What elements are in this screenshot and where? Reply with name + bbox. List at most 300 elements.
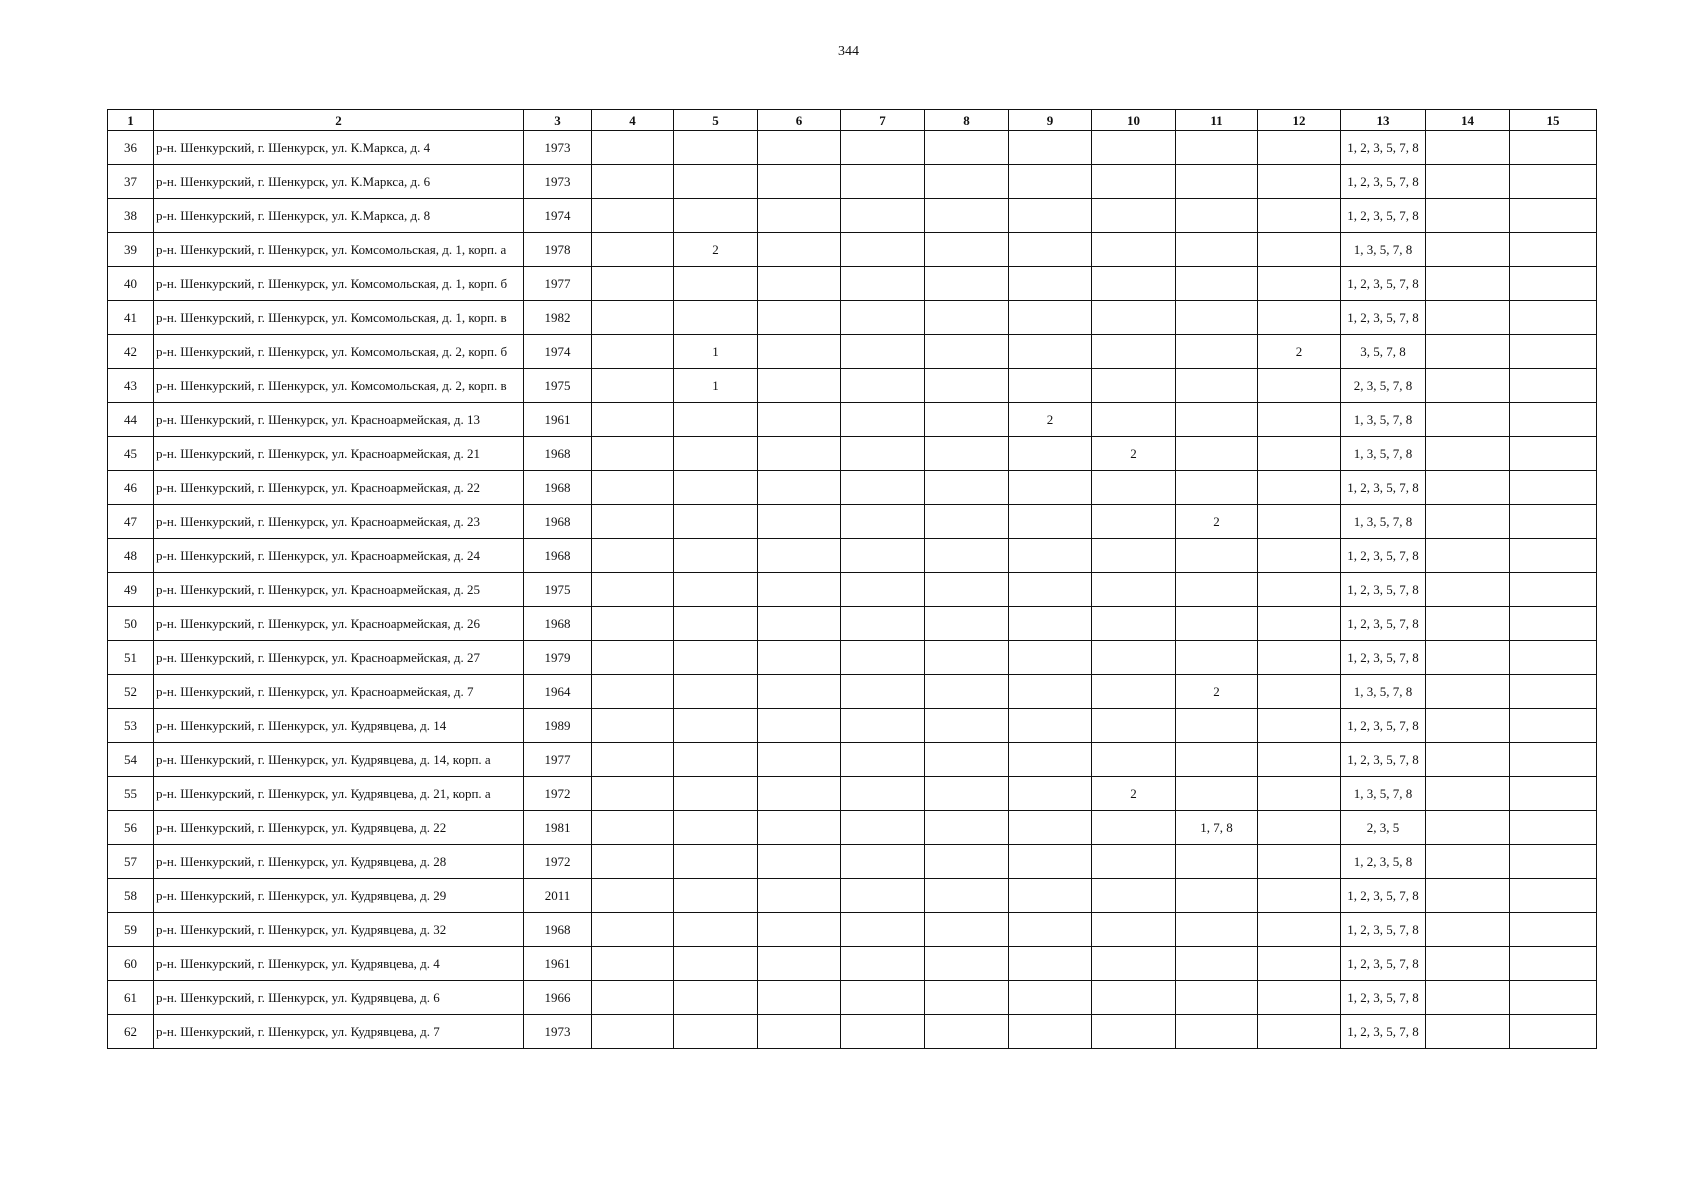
table-cell [758, 981, 841, 1015]
table-cell [1176, 199, 1258, 233]
table-cell [841, 505, 925, 539]
table-cell [841, 879, 925, 913]
table-cell [1510, 199, 1597, 233]
table-cell [758, 301, 841, 335]
header-cell-12: 12 [1258, 110, 1341, 131]
table-cell [1092, 913, 1176, 947]
table-cell [1258, 675, 1341, 709]
table-cell: 1966 [524, 981, 592, 1015]
table-cell [1092, 267, 1176, 301]
table-cell [1258, 505, 1341, 539]
table-cell [592, 845, 674, 879]
table-cell [1176, 743, 1258, 777]
row-number-cell: 61 [108, 981, 154, 1015]
table-cell [1426, 335, 1510, 369]
table-cell [1510, 369, 1597, 403]
table-cell [592, 607, 674, 641]
housing-register-table [107, 109, 1597, 1049]
table-cell [925, 131, 1009, 165]
table-row [108, 845, 1597, 879]
table-row [108, 981, 1597, 1015]
table-cell [1092, 947, 1176, 981]
table-cell [1176, 777, 1258, 811]
table-cell: 2 [1176, 505, 1258, 539]
header-cell-7: 7 [841, 110, 925, 131]
table-cell [1258, 607, 1341, 641]
table-cell [1510, 981, 1597, 1015]
row-number-cell: 59 [108, 913, 154, 947]
table-cell [925, 743, 1009, 777]
table-cell: 1972 [524, 845, 592, 879]
address-cell: р-н. Шенкурский, г. Шенкурск, ул. Кудрявцева, д. 21, корп. а [154, 777, 524, 811]
header-cell-6: 6 [758, 110, 841, 131]
table-cell [674, 709, 758, 743]
table-cell [925, 981, 1009, 1015]
table-cell [1258, 709, 1341, 743]
table-cell: 1979 [524, 641, 592, 675]
table-cell [1258, 573, 1341, 607]
table-cell [841, 607, 925, 641]
table-cell [841, 199, 925, 233]
table-cell [592, 811, 674, 845]
table-cell [1009, 165, 1092, 199]
table-cell [925, 403, 1009, 437]
table-cell [1426, 777, 1510, 811]
table-cell [1176, 607, 1258, 641]
table-cell [758, 743, 841, 777]
table-cell [1426, 233, 1510, 267]
table-cell [674, 845, 758, 879]
table-cell: 1972 [524, 777, 592, 811]
table-cell [1092, 165, 1176, 199]
table-cell: 1982 [524, 301, 592, 335]
table-cell [841, 981, 925, 1015]
table-cell [841, 403, 925, 437]
table-cell [1092, 573, 1176, 607]
table-cell [1176, 437, 1258, 471]
table-cell [592, 233, 674, 267]
table-cell [1510, 301, 1597, 335]
table-cell [592, 471, 674, 505]
table-cell [841, 811, 925, 845]
table-cell: 2 [1092, 777, 1176, 811]
table-cell [1176, 233, 1258, 267]
row-number-cell: 54 [108, 743, 154, 777]
table-cell [841, 675, 925, 709]
table-cell [1092, 199, 1176, 233]
table-row [108, 369, 1597, 403]
table-cell: 1981 [524, 811, 592, 845]
table-cell [841, 641, 925, 675]
table-cell [1510, 437, 1597, 471]
table-cell [1426, 267, 1510, 301]
header-cell-9: 9 [1009, 110, 1092, 131]
table-cell [674, 573, 758, 607]
table-cell [1176, 913, 1258, 947]
table-cell [1092, 301, 1176, 335]
table-cell [1009, 675, 1092, 709]
table-cell: 1964 [524, 675, 592, 709]
table-cell [674, 403, 758, 437]
table-cell [758, 471, 841, 505]
table-cell [925, 267, 1009, 301]
table-cell [1426, 471, 1510, 505]
table-row [108, 471, 1597, 505]
header-cell-1: 1 [108, 110, 154, 131]
table-cell [1092, 981, 1176, 1015]
table-cell [1009, 233, 1092, 267]
row-number-cell: 58 [108, 879, 154, 913]
address-cell: р-н. Шенкурский, г. Шенкурск, ул. Кудрявцева, д. 14 [154, 709, 524, 743]
table-cell [758, 641, 841, 675]
table-cell [1258, 947, 1341, 981]
table-cell: 1973 [524, 165, 592, 199]
table-cell [674, 641, 758, 675]
table-cell [1426, 641, 1510, 675]
address-cell: р-н. Шенкурский, г. Шенкурск, ул. Кудрявцева, д. 28 [154, 845, 524, 879]
table-cell [1510, 811, 1597, 845]
table-cell [1009, 335, 1092, 369]
table-cell [758, 913, 841, 947]
table-cell [758, 335, 841, 369]
table-cell [1510, 505, 1597, 539]
row-number-cell: 39 [108, 233, 154, 267]
address-cell: р-н. Шенкурский, г. Шенкурск, ул. К.Маркса, д. 6 [154, 165, 524, 199]
table-cell [758, 539, 841, 573]
table-cell: 1977 [524, 743, 592, 777]
table-cell [925, 709, 1009, 743]
table-cell [592, 539, 674, 573]
table-cell [1092, 641, 1176, 675]
table-cell [1426, 811, 1510, 845]
table-cell [1092, 403, 1176, 437]
address-cell: р-н. Шенкурский, г. Шенкурск, ул. Комсомольская, д. 1, корп. в [154, 301, 524, 335]
table-cell [925, 199, 1009, 233]
table-cell [674, 607, 758, 641]
table-cell [1009, 607, 1092, 641]
table-cell [1176, 1015, 1258, 1049]
table-row [108, 709, 1597, 743]
table-cell [1009, 811, 1092, 845]
table-cell: 1973 [524, 131, 592, 165]
table-cell [841, 369, 925, 403]
table-cell [1092, 845, 1176, 879]
table-cell [925, 573, 1009, 607]
table-cell: 1975 [524, 369, 592, 403]
table-cell [674, 913, 758, 947]
table-cell [841, 233, 925, 267]
row-number-cell: 52 [108, 675, 154, 709]
table-cell [1258, 913, 1341, 947]
table-cell [758, 403, 841, 437]
table-cell: 3, 5, 7, 8 [1341, 335, 1426, 369]
table-cell: 1, 2, 3, 5, 7, 8 [1341, 267, 1426, 301]
table-row [108, 301, 1597, 335]
address-cell: р-н. Шенкурский, г. Шенкурск, ул. Кудрявцева, д. 6 [154, 981, 524, 1015]
header-row [108, 110, 1597, 131]
address-cell: р-н. Шенкурский, г. Шенкурск, ул. Кудрявцева, д. 32 [154, 913, 524, 947]
table-cell [1258, 845, 1341, 879]
table-cell: 1961 [524, 947, 592, 981]
row-number-cell: 57 [108, 845, 154, 879]
table-cell [758, 369, 841, 403]
table-cell: 1968 [524, 539, 592, 573]
table-cell: 1, 3, 5, 7, 8 [1341, 505, 1426, 539]
table-row [108, 879, 1597, 913]
table-cell [1426, 675, 1510, 709]
header-cell-13: 13 [1341, 110, 1426, 131]
table-cell [841, 437, 925, 471]
table-cell: 1, 2, 3, 5, 7, 8 [1341, 165, 1426, 199]
table-cell: 1973 [524, 1015, 592, 1049]
table-cell [1092, 131, 1176, 165]
table-cell [925, 165, 1009, 199]
table-cell [925, 233, 1009, 267]
table-cell [1092, 369, 1176, 403]
table-cell [1426, 369, 1510, 403]
address-cell: р-н. Шенкурский, г. Шенкурск, ул. К.Маркса, д. 4 [154, 131, 524, 165]
table-cell [1426, 709, 1510, 743]
table-cell [592, 369, 674, 403]
table-cell [925, 607, 1009, 641]
address-cell: р-н. Шенкурский, г. Шенкурск, ул. Красноармейская, д. 27 [154, 641, 524, 675]
table-cell [1009, 743, 1092, 777]
table-cell [592, 403, 674, 437]
table-cell [1009, 947, 1092, 981]
table-cell [1258, 301, 1341, 335]
table-cell [841, 709, 925, 743]
table-cell [1258, 879, 1341, 913]
table-cell [1510, 743, 1597, 777]
table-cell: 1, 3, 5, 7, 8 [1341, 403, 1426, 437]
table-cell [1510, 335, 1597, 369]
row-number-cell: 40 [108, 267, 154, 301]
table-cell [1258, 369, 1341, 403]
table-cell [1510, 845, 1597, 879]
address-cell: р-н. Шенкурский, г. Шенкурск, ул. Красноармейская, д. 26 [154, 607, 524, 641]
table-cell [1092, 471, 1176, 505]
address-cell: р-н. Шенкурский, г. Шенкурск, ул. Красноармейская, д. 23 [154, 505, 524, 539]
table-cell [1092, 675, 1176, 709]
table-cell [1176, 165, 1258, 199]
table-row [108, 913, 1597, 947]
table-cell [1510, 165, 1597, 199]
table-cell: 1968 [524, 471, 592, 505]
table-row [108, 539, 1597, 573]
table-cell [1009, 301, 1092, 335]
table-cell: 1974 [524, 199, 592, 233]
header-cell-3: 3 [524, 110, 592, 131]
row-number-cell: 51 [108, 641, 154, 675]
table-cell [1009, 471, 1092, 505]
table-cell: 1, 2, 3, 5, 7, 8 [1341, 1015, 1426, 1049]
address-cell: р-н. Шенкурский, г. Шенкурск, ул. Кудрявцева, д. 29 [154, 879, 524, 913]
address-cell: р-н. Шенкурский, г. Шенкурск, ул. Красноармейская, д. 22 [154, 471, 524, 505]
row-number-cell: 53 [108, 709, 154, 743]
table-cell [1009, 131, 1092, 165]
table-cell [1510, 267, 1597, 301]
table-cell: 1, 3, 5, 7, 8 [1341, 777, 1426, 811]
table-cell [758, 199, 841, 233]
table-cell: 1, 2, 3, 5, 7, 8 [1341, 879, 1426, 913]
table-cell [1426, 879, 1510, 913]
table-cell [1426, 573, 1510, 607]
row-number-cell: 42 [108, 335, 154, 369]
table-cell [1092, 879, 1176, 913]
table-cell [1092, 233, 1176, 267]
table-row [108, 777, 1597, 811]
table-cell: 2 [1009, 403, 1092, 437]
table-cell [592, 267, 674, 301]
address-cell: р-н. Шенкурский, г. Шенкурск, ул. Красноармейская, д. 25 [154, 573, 524, 607]
table-cell [841, 301, 925, 335]
table-cell [758, 233, 841, 267]
table-cell: 1, 7, 8 [1176, 811, 1258, 845]
table-cell [1510, 539, 1597, 573]
table-cell [1009, 199, 1092, 233]
row-number-cell: 36 [108, 131, 154, 165]
address-cell: р-н. Шенкурский, г. Шенкурск, ул. Комсомольская, д. 1, корп. б [154, 267, 524, 301]
table-row [108, 335, 1597, 369]
address-cell: р-н. Шенкурский, г. Шенкурск, ул. Красноармейская, д. 21 [154, 437, 524, 471]
table-row [108, 165, 1597, 199]
table-cell [1510, 777, 1597, 811]
table-cell [925, 437, 1009, 471]
table-cell [1176, 879, 1258, 913]
table-row [108, 437, 1597, 471]
table-cell: 1, 3, 5, 7, 8 [1341, 233, 1426, 267]
row-number-cell: 45 [108, 437, 154, 471]
table-cell: 1, 2, 3, 5, 7, 8 [1341, 709, 1426, 743]
table-cell [1426, 165, 1510, 199]
row-number-cell: 56 [108, 811, 154, 845]
table-cell: 2, 3, 5, 7, 8 [1341, 369, 1426, 403]
table-row [108, 403, 1597, 437]
table-row [108, 131, 1597, 165]
table-cell [841, 267, 925, 301]
table-cell [592, 675, 674, 709]
table-cell [674, 267, 758, 301]
table-cell [674, 199, 758, 233]
table-cell [925, 845, 1009, 879]
table-cell [841, 131, 925, 165]
header-cell-8: 8 [925, 110, 1009, 131]
table-cell [1009, 709, 1092, 743]
table-cell [674, 675, 758, 709]
table-cell: 2 [1258, 335, 1341, 369]
table-cell [1176, 403, 1258, 437]
table-cell: 1, 2, 3, 5, 7, 8 [1341, 947, 1426, 981]
table-cell [1426, 947, 1510, 981]
table-cell: 1, 3, 5, 7, 8 [1341, 675, 1426, 709]
table-cell [841, 845, 925, 879]
table-cell [1176, 845, 1258, 879]
table-cell: 2 [1176, 675, 1258, 709]
table-cell: 1974 [524, 335, 592, 369]
table-cell: 1975 [524, 573, 592, 607]
table-cell [1426, 1015, 1510, 1049]
table-cell [674, 1015, 758, 1049]
table-cell: 1, 2, 3, 5, 7, 8 [1341, 913, 1426, 947]
table-cell [1510, 607, 1597, 641]
table-cell [674, 437, 758, 471]
table-cell [1426, 913, 1510, 947]
table-cell: 1, 2, 3, 5, 7, 8 [1341, 199, 1426, 233]
row-number-cell: 49 [108, 573, 154, 607]
table-cell [758, 437, 841, 471]
table-body [108, 131, 1597, 1049]
table-cell [841, 165, 925, 199]
table-cell [841, 471, 925, 505]
table-cell [758, 267, 841, 301]
table-cell [592, 199, 674, 233]
table-cell [1009, 437, 1092, 471]
table-cell [592, 1015, 674, 1049]
table-cell [1258, 981, 1341, 1015]
table-cell [1009, 777, 1092, 811]
table-cell [1176, 369, 1258, 403]
table-cell [1510, 403, 1597, 437]
table-row [108, 641, 1597, 675]
table-cell: 1977 [524, 267, 592, 301]
table-cell: 1978 [524, 233, 592, 267]
table-cell [1258, 403, 1341, 437]
row-number-cell: 38 [108, 199, 154, 233]
table-cell [1426, 845, 1510, 879]
table-cell: 1, 2, 3, 5, 7, 8 [1341, 131, 1426, 165]
table-cell: 2 [674, 233, 758, 267]
table-cell [925, 879, 1009, 913]
table-cell [1258, 233, 1341, 267]
table-cell [758, 947, 841, 981]
table-cell [758, 709, 841, 743]
table-cell [758, 1015, 841, 1049]
table-cell: 1, 2, 3, 5, 7, 8 [1341, 301, 1426, 335]
table-cell [1426, 437, 1510, 471]
table-cell [1510, 573, 1597, 607]
table-cell [1009, 505, 1092, 539]
table-cell [758, 165, 841, 199]
table-cell [1009, 845, 1092, 879]
table-cell [841, 539, 925, 573]
table-cell [1258, 641, 1341, 675]
table-row [108, 505, 1597, 539]
table-cell [1009, 539, 1092, 573]
table-cell [1092, 505, 1176, 539]
table-cell [1258, 199, 1341, 233]
table-cell [1009, 913, 1092, 947]
table-cell [1258, 471, 1341, 505]
table-cell [1009, 267, 1092, 301]
table-cell: 1989 [524, 709, 592, 743]
table-cell: 1, 2, 3, 5, 7, 8 [1341, 539, 1426, 573]
table-cell [1009, 981, 1092, 1015]
table-cell [674, 131, 758, 165]
table-cell [592, 947, 674, 981]
table-row [108, 675, 1597, 709]
table-cell [1176, 267, 1258, 301]
table-cell [1176, 947, 1258, 981]
address-cell: р-н. Шенкурский, г. Шенкурск, ул. Кудрявцева, д. 14, корп. а [154, 743, 524, 777]
table-cell [1426, 131, 1510, 165]
table-cell [841, 573, 925, 607]
table-row [108, 1015, 1597, 1049]
table-row [108, 947, 1597, 981]
table-cell: 2011 [524, 879, 592, 913]
table-cell: 1968 [524, 913, 592, 947]
table-cell [1092, 743, 1176, 777]
table-cell [674, 811, 758, 845]
